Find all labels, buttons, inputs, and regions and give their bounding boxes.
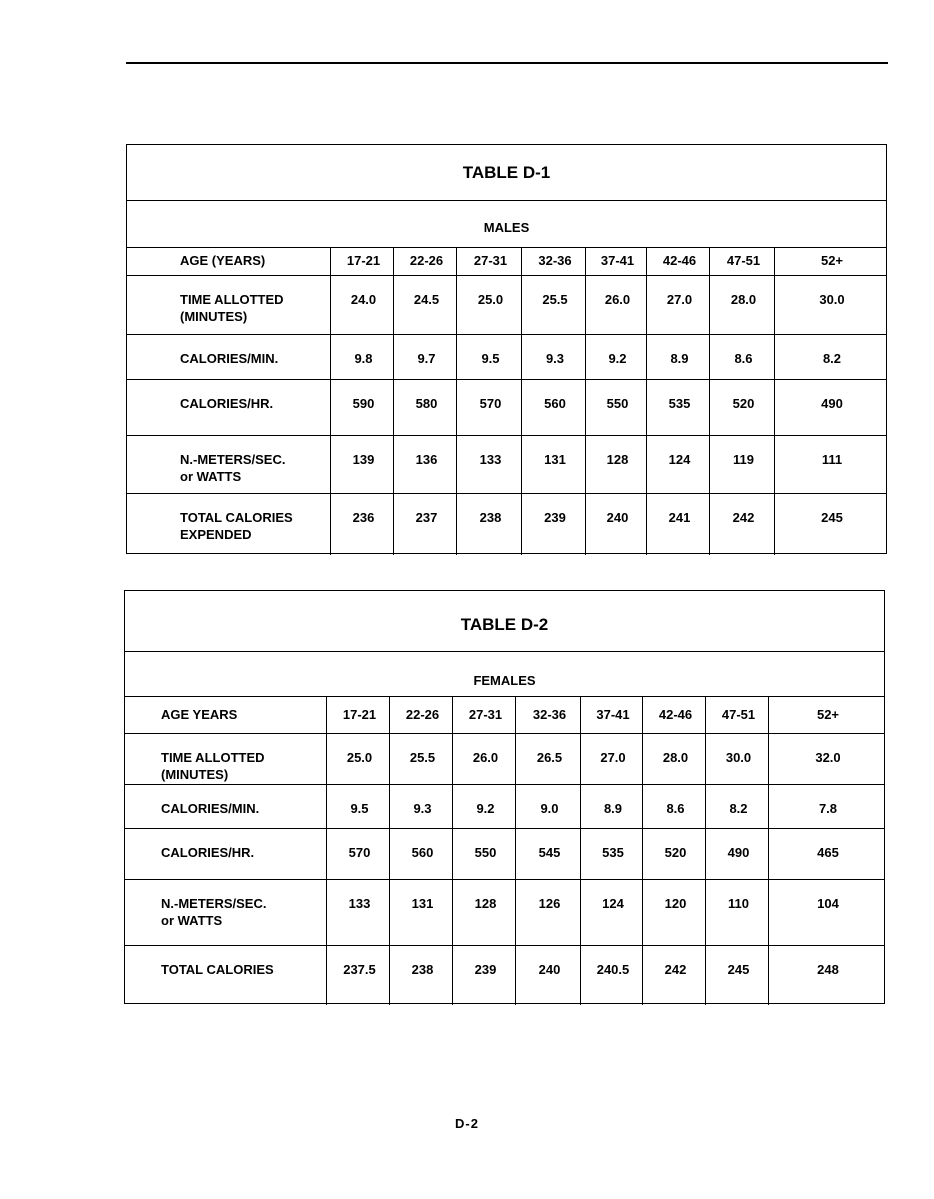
table-cell: 111 (821, 452, 843, 467)
table-cell: 490 (727, 845, 750, 860)
table-cell: 28.0 (730, 292, 757, 307)
table-cell: 238 (411, 962, 434, 977)
table-cell: 550 (606, 396, 629, 411)
table-cell: 245 (821, 510, 843, 525)
row-divider (125, 696, 884, 697)
row-divider (127, 200, 886, 201)
table-cell: 560 (544, 396, 566, 411)
table-cell: 248 (817, 962, 839, 977)
table-cell: 9.3 (545, 351, 565, 366)
age-label: AGE (YEARS) (180, 253, 266, 268)
age-group-header: 52+ (820, 253, 844, 268)
table-cell: 520 (732, 396, 755, 411)
table-cell: 131 (411, 896, 434, 911)
row-label: CALORIES/MIN. (180, 351, 279, 366)
age-group-header: 32-36 (538, 253, 572, 268)
table-cell: 133 (348, 896, 371, 911)
table-cell: 550 (474, 845, 497, 860)
table-cell: 9.3 (413, 801, 432, 816)
table-cell: 27.0 (600, 750, 626, 765)
table-title: TABLE D-2 (460, 615, 549, 634)
table-cell: 136 (415, 452, 438, 467)
table-cell: 238 (479, 510, 502, 525)
age-group-header: 37-41 (600, 253, 635, 268)
age-group-header: 42-46 (658, 707, 693, 722)
table-cell: 590 (352, 396, 375, 411)
table-cell: 560 (411, 845, 434, 860)
table-cell: 535 (668, 396, 691, 411)
row-divider (127, 247, 886, 248)
table-cell: 124 (602, 896, 624, 911)
row-divider (125, 733, 884, 734)
top-rule (126, 62, 888, 64)
row-divider (127, 275, 886, 276)
table-cell: 9.5 (350, 801, 369, 816)
row-divider (125, 828, 884, 829)
table-cell: 239 (474, 962, 497, 977)
row-divider (125, 879, 884, 880)
table-cell: 520 (664, 845, 687, 860)
column-divider (330, 247, 331, 555)
age-group-header: 17-21 (346, 253, 381, 268)
row-label: N.-METERS/SEC. or WATTS (161, 896, 267, 928)
row-divider (125, 784, 884, 785)
table-cell: 7.8 (818, 801, 838, 816)
table-cell: 9.7 (417, 351, 436, 366)
table-cell: 8.9 (670, 351, 689, 366)
table-cell: 8.9 (603, 801, 623, 816)
table-cell: 133 (479, 452, 502, 467)
age-group-header: 32-36 (532, 707, 567, 722)
age-group-header: 42-46 (662, 253, 697, 268)
table-cell: 128 (474, 896, 497, 911)
table-cell: 32.0 (815, 750, 841, 765)
table-cell: 25.5 (542, 292, 568, 307)
table-cell: 239 (544, 510, 566, 525)
row-label: TOTAL CALORIES (161, 962, 274, 977)
data-table (124, 590, 885, 1004)
age-group-header: 37-41 (596, 707, 630, 722)
age-group-header: 52+ (816, 707, 840, 722)
table-cell: 580 (415, 396, 438, 411)
age-group-header: 22-26 (409, 253, 444, 268)
table-cell: 120 (664, 896, 687, 911)
table-cell: 25.0 (477, 292, 504, 307)
table-cell: 9.2 (608, 351, 627, 366)
table-cell: 30.0 (725, 750, 752, 765)
table-cell: 9.2 (476, 801, 495, 816)
row-divider (127, 334, 886, 335)
table-cell: 8.6 (666, 801, 685, 816)
table-cell: 25.5 (409, 750, 436, 765)
table-cell: 126 (538, 896, 561, 911)
table-cell: 119 (733, 452, 754, 467)
table-cell: 9.0 (540, 801, 559, 816)
table-cell: 240 (606, 510, 629, 525)
table-cell: 9.8 (354, 351, 373, 366)
table-cell: 28.0 (662, 750, 689, 765)
table-cell: 26.0 (604, 292, 631, 307)
table-cell: 237.5 (343, 962, 376, 977)
row-label: TIME ALLOTTED (MINUTES) (180, 292, 284, 324)
table-cell: 240.5 (596, 962, 630, 977)
column-divider (326, 696, 327, 1005)
row-label: TOTAL CALORIES EXPENDED (180, 510, 293, 542)
row-label: CALORIES/HR. (161, 845, 255, 860)
table-cell: 26.0 (472, 750, 499, 765)
row-label: CALORIES/MIN. (161, 801, 260, 816)
table-cell: 535 (602, 845, 624, 860)
table-subtitle: MALES (483, 220, 530, 235)
age-group-header: 17-21 (342, 707, 377, 722)
age-group-header: 47-51 (721, 707, 756, 722)
table-cell: 26.5 (536, 750, 563, 765)
table-cell: 545 (538, 845, 561, 860)
table-cell: 27.0 (666, 292, 693, 307)
row-label: CALORIES/HR. (180, 396, 274, 411)
table-cell: 8.2 (729, 801, 748, 816)
table-cell: 237 (415, 510, 438, 525)
table-cell: 236 (352, 510, 375, 525)
age-group-header: 22-26 (405, 707, 440, 722)
table-cell: 30.0 (819, 292, 845, 307)
table-cell: 139 (352, 452, 375, 467)
table-cell: 241 (668, 510, 691, 525)
table-cell: 124 (668, 452, 691, 467)
table-cell: 490 (821, 396, 843, 411)
table-cell: 570 (348, 845, 371, 860)
table-cell: 240 (538, 962, 561, 977)
table-cell: 8.2 (822, 351, 842, 366)
table-cell: 24.0 (350, 292, 377, 307)
table-cell: 131 (544, 452, 566, 467)
age-group-header: 27-31 (473, 253, 508, 268)
row-label: TIME ALLOTTED (MINUTES) (161, 750, 265, 782)
row-divider (127, 435, 886, 436)
table-cell: 8.6 (734, 351, 753, 366)
row-divider (127, 379, 886, 380)
row-label: N.-METERS/SEC. or WATTS (180, 452, 286, 484)
table-cell: 242 (664, 962, 687, 977)
row-divider (125, 945, 884, 946)
table-subtitle: FEMALES (473, 673, 536, 688)
row-divider (125, 651, 884, 652)
table-cell: 24.5 (413, 292, 440, 307)
table-cell: 570 (479, 396, 502, 411)
table-cell: 242 (732, 510, 755, 525)
row-divider (127, 493, 886, 494)
table-cell: 128 (606, 452, 629, 467)
table-cell: 245 (727, 962, 750, 977)
data-table (126, 144, 887, 554)
table-cell: 25.0 (346, 750, 373, 765)
age-group-header: 47-51 (726, 253, 761, 268)
table-cell: 104 (817, 896, 839, 911)
page-number: D-2 (455, 1116, 479, 1131)
age-label: AGE YEARS (161, 707, 238, 722)
table-title: TABLE D-1 (462, 163, 551, 182)
table-cell: 9.5 (481, 351, 500, 366)
age-group-header: 27-31 (468, 707, 503, 722)
table-cell: 465 (817, 845, 839, 860)
table-cell: 110 (728, 896, 749, 911)
